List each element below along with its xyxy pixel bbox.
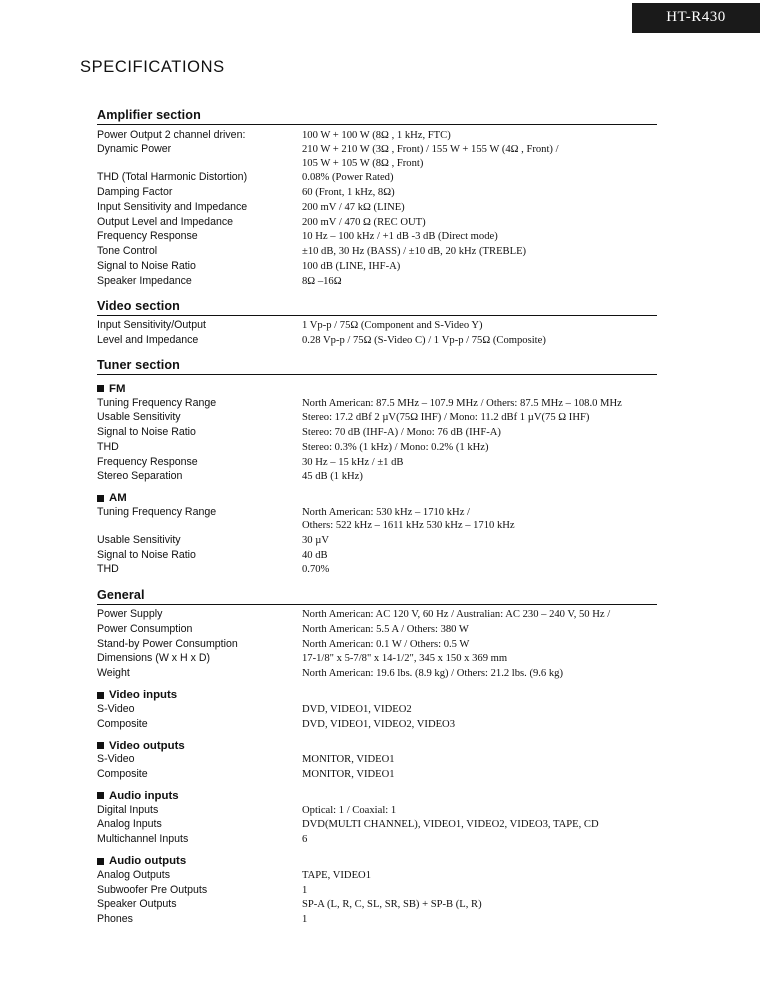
- spec-row-value: [302, 717, 657, 732]
- spec-value-line: 30 µV: [302, 535, 329, 547]
- spec-row: [97, 244, 657, 259]
- spec-row: [97, 702, 657, 717]
- spec-row: [97, 717, 657, 732]
- subsection-heading-label: Video inputs: [109, 689, 178, 702]
- spec-row-value: [302, 440, 657, 455]
- spec-row-value: [302, 230, 657, 245]
- spec-subsection: [97, 689, 657, 731]
- spec-row-value: [302, 898, 657, 913]
- spec-row-value: [302, 832, 657, 847]
- spec-subsection: [97, 790, 657, 847]
- spec-row-label: Analog Inputs: [97, 818, 162, 831]
- spec-row-value: [302, 637, 657, 652]
- spec-table: [97, 319, 657, 348]
- spec-row: [97, 128, 657, 143]
- spec-row-label: Tone Control: [97, 245, 158, 258]
- spec-row-value: [302, 622, 657, 637]
- spec-row: [97, 803, 657, 818]
- spec-row: [97, 230, 657, 245]
- spec-row-value: [302, 563, 657, 578]
- spec-table: [97, 803, 657, 847]
- spec-table: [97, 128, 657, 289]
- subsection-heading-label: Audio inputs: [109, 789, 179, 802]
- spec-row: [97, 883, 657, 898]
- spec-section: [97, 588, 657, 928]
- spec-row-value: [302, 244, 657, 259]
- spec-row: [97, 440, 657, 455]
- spec-value-line: 30 Hz – 15 kHz / ±1 dB: [302, 456, 404, 468]
- spec-table: [97, 396, 657, 484]
- spec-table: [97, 753, 657, 782]
- spec-value-line: North American: 0.1 W / Others: 0.5 W: [302, 638, 470, 650]
- spec-row-value: [302, 608, 657, 623]
- spec-row-value: [302, 455, 657, 470]
- spec-row-label: Signal to Noise Ratio: [97, 548, 196, 561]
- spec-row-label: Digital Inputs: [97, 803, 159, 816]
- spec-row: [97, 652, 657, 667]
- spec-row: [97, 818, 657, 833]
- spec-row: [97, 868, 657, 883]
- square-bullet-icon: [97, 742, 104, 749]
- spec-row-label: Multichannel Inputs: [97, 833, 189, 846]
- spec-row-label: Frequency Response: [97, 455, 198, 468]
- spec-row: [97, 563, 657, 578]
- spec-row-value: [302, 186, 657, 201]
- spec-value-line: Others: 522 kHz – 1611 kHz 530 kHz – 1710 kHz: [302, 520, 515, 532]
- square-bullet-icon: [97, 858, 104, 865]
- spec-value-line: North American: AC 120 V, 60 Hz / Australian: AC 230 – 240 V, 50 Hz /: [302, 609, 611, 621]
- spec-row: [97, 215, 657, 230]
- spec-value-line: 100 dB (LINE, IHF-A): [302, 260, 401, 272]
- spec-table: [97, 868, 657, 927]
- spec-row: [97, 200, 657, 215]
- spec-row-label: Power Supply: [97, 608, 163, 621]
- spec-row-label: Composite: [97, 717, 148, 730]
- spec-value-line: 200 mV / 47 kΩ (LINE): [302, 201, 405, 213]
- spec-value-line: ±10 dB, 30 Hz (BASS) / ±10 dB, 20 kHz (TREBLE): [302, 246, 527, 258]
- spec-row: [97, 505, 657, 533]
- spec-row-label: S-Video: [97, 702, 135, 715]
- spec-table: [97, 702, 657, 731]
- spec-subsection: [97, 855, 657, 927]
- spec-value-line: 1: [302, 884, 308, 896]
- spec-row-value: [302, 200, 657, 215]
- spec-row-label: Level and Impedance: [97, 333, 199, 346]
- spec-row: [97, 912, 657, 927]
- spec-row-value: [302, 215, 657, 230]
- spec-row-label: Frequency Response: [97, 230, 198, 243]
- subsection-heading-label: FM: [109, 382, 126, 395]
- spec-value-line: 17-1/8" x 5-7/8" x 14-1/2", 345 x 150 x 369 mm: [302, 653, 508, 665]
- spec-row-value: [302, 818, 657, 833]
- section-heading: General: [97, 588, 657, 605]
- spec-row-value: [302, 396, 657, 411]
- spec-row-label: THD (Total Harmonic Distortion): [97, 171, 248, 184]
- spec-row: [97, 333, 657, 348]
- spec-row-label: Phones: [97, 912, 133, 925]
- spec-row-label: Weight: [97, 667, 130, 680]
- spec-row: [97, 533, 657, 548]
- spec-value-line: DVD, VIDEO1, VIDEO2: [302, 703, 412, 715]
- spec-value-line: 60 (Front, 1 kHz, 8Ω): [302, 187, 395, 199]
- spec-row: [97, 898, 657, 913]
- spec-row-label: Speaker Outputs: [97, 898, 177, 911]
- spec-row: [97, 637, 657, 652]
- spec-subsection: [97, 492, 657, 577]
- spec-row: [97, 753, 657, 768]
- spec-row-label: Dynamic Power: [97, 143, 172, 156]
- spec-row: [97, 622, 657, 637]
- spec-row-value: [302, 702, 657, 717]
- spec-row-value: [302, 319, 657, 334]
- spec-value-line: DVD, VIDEO1, VIDEO2, VIDEO3: [302, 718, 456, 730]
- spec-row: [97, 666, 657, 681]
- spec-row-value: [302, 868, 657, 883]
- spec-value-line: North American: 19.6 lbs. (8.9 kg) / Others: 21.2 lbs. (9.6 kg): [302, 668, 563, 680]
- spec-value-line: 105 W + 105 W (8Ω , Front): [302, 157, 424, 169]
- spec-value-line: 45 dB (1 kHz): [302, 471, 363, 483]
- spec-row-label: S-Video: [97, 753, 135, 766]
- spec-row: [97, 274, 657, 289]
- spec-value-line: 210 W + 210 W (3Ω , Front) / 155 W + 155 W (4Ω , Front) /: [302, 144, 559, 156]
- subsection-heading: [97, 740, 657, 752]
- spec-row: [97, 411, 657, 426]
- spec-value-line: 0.08% (Power Rated): [302, 172, 394, 184]
- spec-row-value: [302, 505, 657, 533]
- spec-row: [97, 171, 657, 186]
- spec-row-label: Analog Outputs: [97, 868, 171, 881]
- spec-row-value: [302, 259, 657, 274]
- spec-value-line: 100 W + 100 W (8Ω , 1 kHz, FTC): [302, 129, 451, 141]
- spec-value-line: SP-A (L, R, C, SL, SR, SB) + SP-B (L, R): [302, 899, 482, 911]
- square-bullet-icon: [97, 792, 104, 799]
- spec-row-value: [302, 533, 657, 548]
- square-bullet-icon: [97, 495, 104, 502]
- spec-value-line: North American: 530 kHz – 1710 kHz /: [302, 506, 470, 518]
- spec-value-line: 200 mV / 470 Ω (REC OUT): [302, 216, 426, 228]
- spec-row-value: [302, 767, 657, 782]
- spec-value-line: 1 Vp-p / 75Ω (Component and S-Video Y): [302, 320, 483, 332]
- spec-row: [97, 186, 657, 201]
- spec-row-label: Signal to Noise Ratio: [97, 426, 196, 439]
- spec-value-line: 0.70%: [302, 564, 330, 576]
- section-heading: Tuner section: [97, 358, 657, 375]
- spec-value-line: Stereo: 17.2 dBf 2 µV(75Ω IHF) / Mono: 11.2 dBf 1 µV(75 Ω IHF): [302, 412, 590, 424]
- spec-row-value: [302, 411, 657, 426]
- spec-row-value: [302, 333, 657, 348]
- subsection-heading: [97, 790, 657, 802]
- subsection-heading-label: Audio outputs: [109, 855, 187, 868]
- section-heading: Amplifier section: [97, 108, 657, 125]
- spec-row-value: [302, 912, 657, 927]
- spec-row-label: Input Sensitivity/Output: [97, 319, 206, 332]
- spec-subsection: [97, 383, 657, 484]
- spec-row-value: [302, 666, 657, 681]
- spec-value-line: North American: 87.5 MHz – 107.9 MHz / Others: 87.5 MHz – 108.0 MHz: [302, 397, 622, 409]
- spec-value-line: 1: [302, 913, 308, 925]
- spec-value-line: 40 dB: [302, 549, 328, 561]
- spec-value-line: Optical: 1 / Coaxial: 1: [302, 804, 397, 816]
- spec-row-label: Power Output 2 channel driven:: [97, 128, 246, 141]
- spec-value-line: 10 Hz – 100 kHz / +1 dB -3 dB (Direct mode): [302, 231, 498, 243]
- spec-row-label: Damping Factor: [97, 186, 173, 199]
- page-title: SPECIFICATIONS: [80, 58, 225, 76]
- spec-row: [97, 259, 657, 274]
- spec-row-value: [302, 425, 657, 440]
- spec-table: [97, 505, 657, 577]
- spec-value-line: Stereo: 70 dB (IHF-A) / Mono: 76 dB (IHF-A): [302, 427, 501, 439]
- spec-value-line: DVD(MULTI CHANNEL), VIDEO1, VIDEO2, VIDEO3, TAPE, CD: [302, 819, 599, 831]
- spec-row: [97, 608, 657, 623]
- spec-row: [97, 396, 657, 411]
- spec-row-label: Stand-by Power Consumption: [97, 637, 238, 650]
- subsection-heading: [97, 855, 657, 867]
- square-bullet-icon: [97, 692, 104, 699]
- subsection-heading: [97, 492, 657, 504]
- spec-row: [97, 455, 657, 470]
- spec-row-value: [302, 753, 657, 768]
- spec-row-value: [302, 143, 657, 171]
- spec-row: [97, 425, 657, 440]
- spec-row: [97, 832, 657, 847]
- spec-value-line: North American: 5.5 A / Others: 380 W: [302, 623, 469, 635]
- spec-row: [97, 143, 657, 171]
- spec-row-value: [302, 470, 657, 485]
- spec-value-line: MONITOR, VIDEO1: [302, 768, 395, 780]
- spec-row-label: Signal to Noise Ratio: [97, 259, 196, 272]
- spec-row-label: THD: [97, 563, 119, 576]
- spec-value-line: MONITOR, VIDEO1: [302, 754, 395, 766]
- spec-row-label: Stereo Separation: [97, 470, 183, 483]
- spec-value-line: Stereo: 0.3% (1 kHz) / Mono: 0.2% (1 kHz): [302, 441, 489, 453]
- spec-section: [97, 358, 657, 578]
- spec-row-label: Subwoofer Pre Outputs: [97, 883, 208, 896]
- spec-row: [97, 548, 657, 563]
- spec-row-value: [302, 548, 657, 563]
- spec-table: [97, 608, 657, 682]
- spec-row: [97, 470, 657, 485]
- subsection-heading-label: Video outputs: [109, 739, 185, 752]
- spec-row: [97, 319, 657, 334]
- spec-row-label: Output Level and Impedance: [97, 215, 234, 228]
- spec-section: [97, 108, 657, 289]
- spec-row-label: Composite: [97, 767, 148, 780]
- spec-content: [97, 98, 657, 929]
- spec-row-label: THD: [97, 440, 119, 453]
- square-bullet-icon: [97, 385, 104, 392]
- spec-row-value: [302, 803, 657, 818]
- spec-row: [97, 767, 657, 782]
- spec-row-value: [302, 128, 657, 143]
- spec-row-value: [302, 652, 657, 667]
- spec-row-value: [302, 171, 657, 186]
- spec-value-line: 6: [302, 834, 308, 846]
- spec-value-line: TAPE, VIDEO1: [302, 869, 371, 881]
- subsection-heading: [97, 689, 657, 701]
- spec-row-label: Usable Sensitivity: [97, 534, 181, 547]
- subsection-heading: [97, 383, 657, 395]
- spec-value-line: 8Ω –16Ω: [302, 275, 342, 287]
- spec-row-label: Input Sensitivity and Impedance: [97, 200, 248, 213]
- spec-row-value: [302, 883, 657, 898]
- spec-row-label: Tuning Frequency Range: [97, 505, 217, 518]
- spec-row-label: Tuning Frequency Range: [97, 396, 217, 409]
- section-heading: Video section: [97, 299, 657, 316]
- spec-row-label: Speaker Impedance: [97, 274, 192, 287]
- model-tag: HT-R430: [632, 3, 760, 33]
- spec-subsection: [97, 740, 657, 782]
- spec-row-label: Dimensions (W x H x D): [97, 652, 211, 665]
- subsection-heading-label: AM: [109, 492, 127, 505]
- spec-row-label: Power Consumption: [97, 622, 193, 635]
- spec-row-value: [302, 274, 657, 289]
- spec-section: [97, 299, 657, 348]
- spec-row-label: Usable Sensitivity: [97, 411, 181, 424]
- spec-value-line: 0.28 Vp-p / 75Ω (S-Video C) / 1 Vp-p / 75Ω (Composite): [302, 334, 546, 346]
